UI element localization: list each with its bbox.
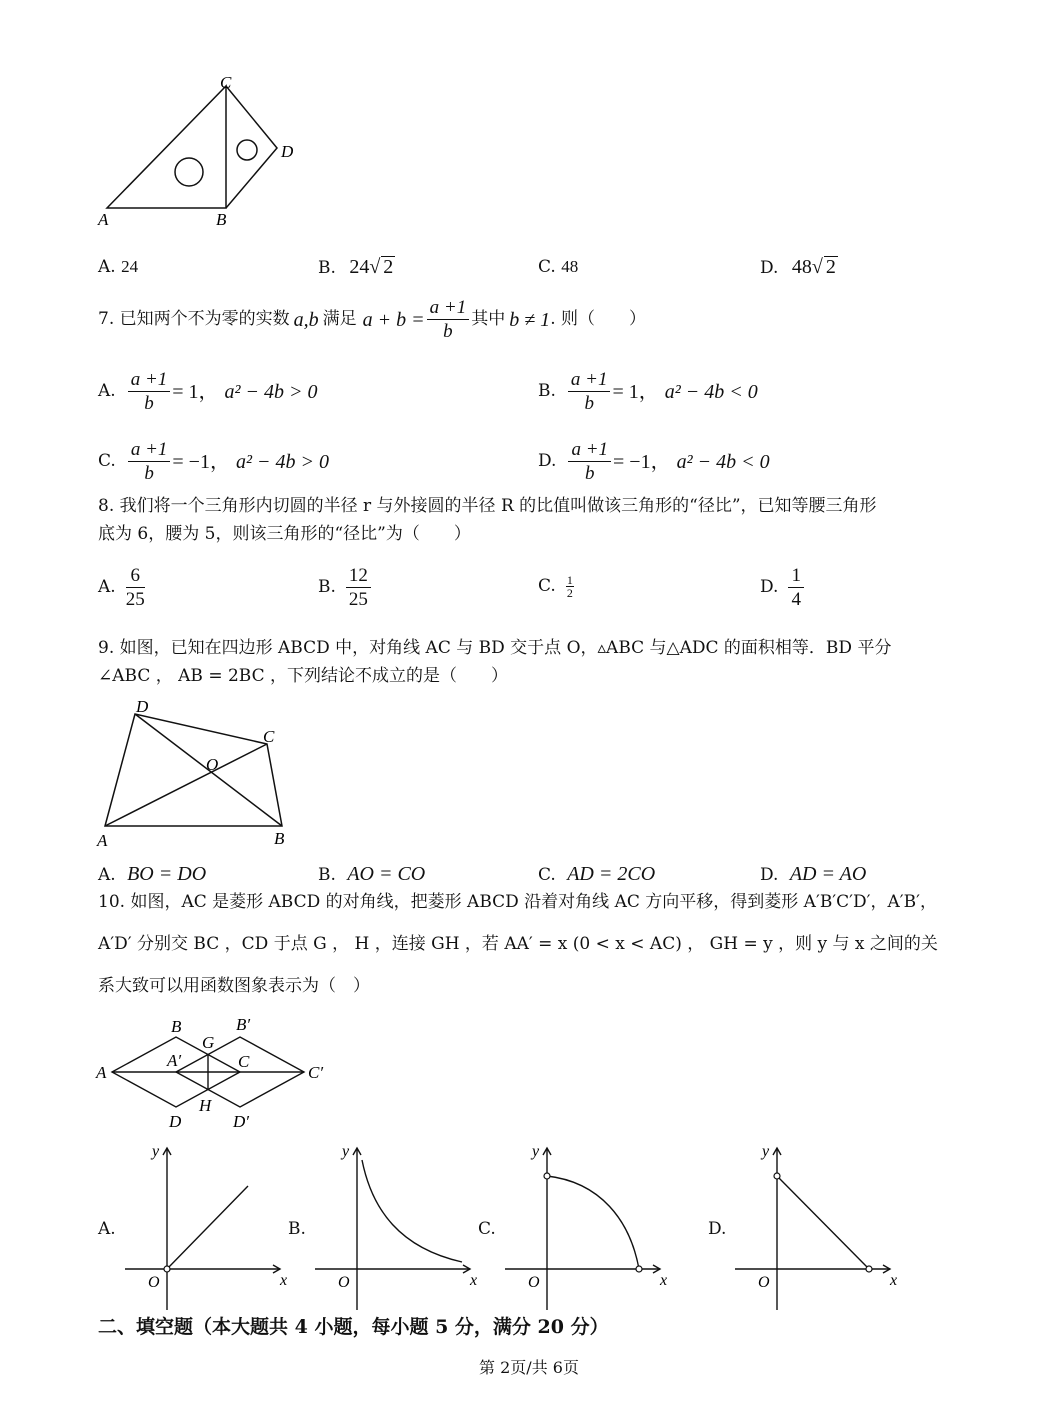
q10-stem-line1: 10. 如图，AC 是菱形 ABCD 的对角线，把菱形 ABCD 沿着对角线 AC 方向平移，得到菱形 A′B′C′D′，A′B′， [98,892,938,912]
q8-stem-line1: 8. 我们将一个三角形内切圆的半径 r 与外接圆的半径 R 的比值叫做该三角形的“径比”，已知等腰三角形 [98,496,877,516]
q10-graph-d [730,1140,905,1315]
q10-graph-c [500,1140,675,1315]
q10-label-b: B [171,1017,182,1036]
svg-text:x: x [890,1272,898,1289]
q9-option-c: C. AD = 2CO [538,863,656,885]
svg-text:x: x [470,1272,478,1289]
q7-stem: 7. 已知两个不为零的实数 a,b 满足 a + b = $\frac{a +1}{b}$ 其中 b ≠ 1 . 则（ ） [98,297,646,342]
page-footer: 第 2页/共 6页 [479,1358,579,1377]
q10-graph-b [310,1140,485,1315]
svg-text:O: O [148,1274,160,1291]
q10-option-b-letter: B. [288,1219,306,1239]
svg-text:O: O [758,1274,770,1291]
q8-option-c: C. $\frac{1}{2}$ [538,573,573,600]
q6-option-d: D. 48√ 2 [760,256,836,278]
q9-label-d: D [136,697,149,716]
q10-stem-line3: 系大致可以用函数图象表示为（ ） [98,976,370,996]
svg-text:O: O [338,1274,350,1291]
q7-option-a: A. $\frac{a +1}{b}$ = 1， a² − 4b > 0 [98,369,318,414]
q10-label-d-prime: D′ [233,1112,249,1131]
section-2-heading: 二、填空题（本大题共 4 小题，每小题 5 分，满分 20 分） [98,1316,609,1338]
q10-label-g: G [202,1033,215,1052]
q8-option-d: D. $\frac{1}{4}$ [760,566,806,609]
q10-label-c-prime: C′ [308,1063,324,1082]
q9-option-a: A. BO = DO [98,863,207,885]
svg-text:x: x [660,1272,668,1289]
q10-label-a-prime: A′ [167,1051,182,1070]
q7-option-c: C. $\frac{a +1}{b}$ = −1， a² − 4b > 0 [98,439,329,484]
q10-label-c: C [238,1052,250,1071]
q10-option-c-letter: C. [478,1219,496,1239]
q10-label-h: H [199,1096,212,1115]
q9-label-o: O [206,755,219,774]
q9-label-b: B [274,829,285,848]
q8-option-b: B. $\frac{12}{25}$ [318,566,373,609]
q9-stem-line1: 9. 如图，已知在四边形 ABCD 中，对角线 AC 与 BD 交于点 O，▵ABC 与△ADC 的面积相等．BD 平分 [98,638,892,658]
q10-stem-line2: A′D′ 分别交 BC ，CD 于点 G ， H ，连接 GH ，若 AA′ = x (0 < x < AC) ， GH = y ，则 y 与 x 之间的关 [98,934,938,954]
q9-label-c: C [263,727,275,746]
q9-option-b: B. AO = CO [318,863,426,885]
q7-option-b: B. $\frac{a +1}{b}$ = 1， a² − 4b < 0 [538,369,758,414]
q9-stem-line2: ∠ABC ， AB = 2BC ，下列结论不成立的是（ ） [98,666,508,686]
svg-text:y: y [152,1143,160,1160]
q6-label-b: B [216,210,227,229]
q6-label-a: A [98,210,109,229]
q8-option-a: A. $\frac{6}{25}$ [98,565,145,610]
q9-option-d: D. AD = AO [760,863,867,885]
q10-graph-a [120,1140,295,1315]
q9-figure [92,692,312,852]
q7-option-d: D. $\frac{a +1}{b}$ = −1， a² − 4b < 0 [538,439,770,484]
q6-option-c: C. 48 [538,257,579,277]
svg-text:O: O [528,1274,540,1291]
q10-label-a: A [96,1063,107,1082]
q10-option-a-letter: A. [98,1219,116,1239]
q6-figure [90,70,320,230]
q6-label-c: C [220,73,232,92]
svg-text:x: x [280,1272,288,1289]
q10-rhombus-figure [92,1010,342,1135]
svg-text:y: y [532,1143,540,1160]
q10-option-d-letter: D. [708,1219,727,1239]
q6-option-b: B. 24√ 2 [318,256,394,278]
q8-stem-line2: 底为 6，腰为 5，则该三角形的“径比”为（ ） [98,524,471,544]
svg-text:y: y [342,1143,350,1160]
q10-label-b-prime: B′ [236,1015,251,1034]
q6-option-a: A. 24 [98,257,139,277]
q10-label-d: D [169,1112,182,1131]
svg-text:y: y [762,1143,770,1160]
q9-label-a: A [97,831,108,850]
q6-label-d: D [281,142,294,161]
